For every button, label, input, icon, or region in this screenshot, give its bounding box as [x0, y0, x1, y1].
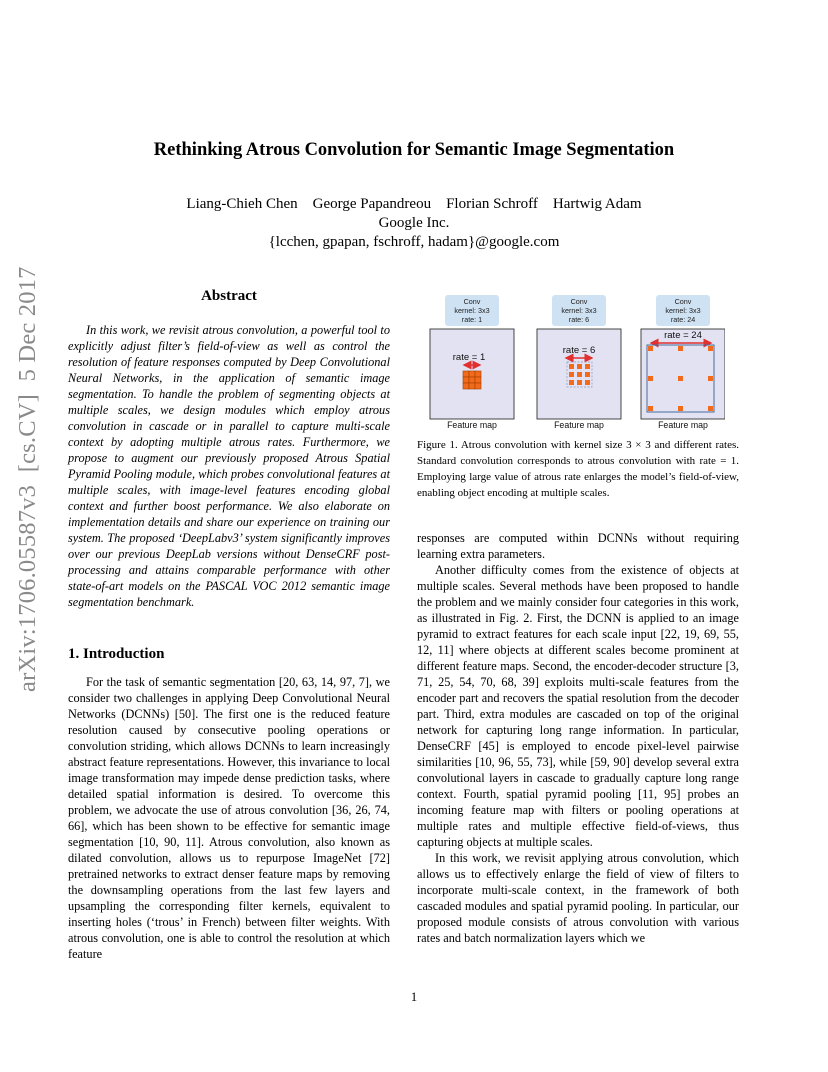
kernel-cell — [463, 371, 469, 377]
kernel-cell — [585, 372, 590, 377]
author-emails: {lcchen, gpapan, fschroff, hadam}@google.com — [268, 234, 560, 250]
conv-label: Conv — [570, 297, 588, 306]
introduction-paragraph: For the task of semantic segmentation [20, 63, 14, 97, 7], we consider two challenges in applying Deep Convolutional Neural Networks (DCNNs) [50]. The first one is the reduced feature resolution caused by consecutive pooling operations or convolution striding, which allows DCNNs to learn increasingly abstract feature representations. However, this invariance to local image transformation may impede dense prediction tasks, where detailed spatial information is desired. To overcome this problem, we advocate the use of atrous convolution [36, 26, 74, 66], which has been shown to be effective for semantic image segmentation [10, 90, 11]. Atrous convolution, also known as dilated convolution, allows us to repurpose ImageNet [72] pretrained networks to extract denser feature maps by removing the downsampling operations from the last few layers and upsampling the corresponding filter kernels, equivalent to inserting holes (‘trous’ in French) between filter weights. With atrous convolution, one is able to control the resolution at which feature — [68, 675, 390, 961]
kernel-cell — [577, 372, 582, 377]
rate-label: rate = 1 — [452, 352, 486, 363]
kernel-cell — [469, 371, 475, 377]
kernel-cell — [678, 406, 683, 411]
paragraph-this-work: In this work, we revisit applying atrous convolution, which allows us to effectively enlarge the field of view of filters to incorporate multi-scale context, in the framework of both cascaded modules and spatial pyramid pooling. In particular, our proposed module consists of atrous convolution with various rates and batch normalization layers which we — [417, 851, 739, 945]
kernel-cell — [678, 346, 683, 351]
conv-label: Conv — [463, 297, 481, 306]
kernel-cell — [475, 383, 481, 389]
introduction-body — [68, 674, 390, 962]
kernel-cell — [569, 364, 574, 369]
kernel-label: kernel: 3x3 — [561, 306, 597, 315]
kernel-cell — [475, 377, 481, 383]
abstract-text: In this work, we revisit atrous convolution, a powerful tool to explicitly adjust filter’s field-of-view as well as control the resolution of feature responses computed by Deep Convolutional Neural Networks, in the application of semantic image segmentation. To handle the problem of segmenting objects at multiple scales, we design modules which employ atrous convolution in cascade or in parallel to capture multi-scale context by adopting multiple atrous rates. Furthermore, we propose to augment our previously proposed Atrous Spatial Pyramid Pooling module, which probes convolutional features at multiple scales, with image-level features encoding global context and further boost performance. We also elaborate on implementation details and share our experience on training our system. The proposed ‘DeepLabv3’ system significantly improves over our previous DeepLab versions without DenseCRF post-processing and attains comparable performance with other state-of-art models on the PASCAL VOC 2012 semantic image segmentation benchmark. — [68, 323, 390, 609]
kernel-cell — [463, 377, 469, 383]
rate-label: rate = 24 — [664, 330, 702, 341]
kernel-cell — [577, 380, 582, 385]
kernel-cell — [648, 376, 653, 381]
abstract-heading: Abstract — [201, 288, 257, 304]
kernel-cell — [469, 377, 475, 383]
affiliation: Google Inc. — [378, 215, 450, 231]
right-column-body — [417, 530, 739, 946]
arxiv-stamp-text: arXiv:1706.05587v3 [cs.CV] 5 Dec 2017 — [14, 266, 41, 692]
kernel-cell — [475, 371, 481, 377]
kernel-cell — [585, 364, 590, 369]
paragraph-continuation: responses are computed within DCNNs without requiring learning extra parameters. — [417, 531, 739, 561]
feature-map-label: Feature map — [447, 420, 497, 430]
rate-box-label: rate: 24 — [670, 315, 696, 324]
kernel-label: kernel: 3x3 — [665, 306, 701, 315]
figure-1-diagram — [425, 290, 725, 430]
kernel-cell — [585, 380, 590, 385]
kernel-cell — [648, 346, 653, 351]
arxiv-stamp — [14, 266, 44, 692]
page-number: 1 — [410, 990, 418, 1004]
feature-map-label: Feature map — [658, 420, 708, 430]
kernel-label: kernel: 3x3 — [454, 306, 490, 315]
figure-1-caption: Figure 1. Atrous convolution with kernel size 3 × 3 and different rates. Standard convolution corresponds to atrous convolution with rate = 1. Employing large value of atrous rate enlarges the model’s field-of-view, enabling object encoding at multiple scales. — [417, 439, 739, 499]
paragraph-multiscale: Another difficulty comes from the existence of objects at multiple scales. Several methods have been proposed to handle the problem and we mainly consider four categories in this work, as illustrated in Fig. 2. First, the DCNN is applied to an image pyramid to extract features for each scale input [22, 19, 69, 55, 12, 11] where objects at different scales become prominent at different feature maps. Second, the encoder-decoder structure [3, 71, 25, 54, 70, 68, 39] exploits multi-scale features from the encoder part and recovers the spatial resolution from the decoder part. Third, extra modules are cascaded on top of the original network for capturing long range information. In particular, DenseCRF [45] is employed to encode pixel-level pairwise similarities [10, 96, 55, 73], while [59, 90] develop several extra convolutional layers in cascade to gradually capture long range context. Fourth, spatial pyramid pooling [11, 95] probes an incoming feature map with filters or pooling operations at multiple rates and multiple effective field-of-views, thus capturing objects at multiple scales. — [417, 563, 739, 849]
kernel-cell — [469, 383, 475, 389]
kernel-cell — [648, 406, 653, 411]
feature-map-label: Feature map — [554, 420, 604, 430]
kernel-cell — [678, 376, 683, 381]
kernel-cell — [708, 406, 713, 411]
kernel-cell — [463, 383, 469, 389]
conv-label: Conv — [674, 297, 692, 306]
rate-box-label: rate: 1 — [461, 315, 483, 324]
rate-label: rate = 6 — [562, 345, 596, 356]
kernel-cell — [708, 376, 713, 381]
section-heading-introduction: 1. Introduction — [68, 646, 165, 662]
rate-box-label: rate: 6 — [568, 315, 590, 324]
kernel-cell — [708, 346, 713, 351]
paper-title: Rethinking Atrous Convolution for Semantic Image Segmentation — [153, 140, 675, 160]
kernel-cell — [569, 372, 574, 377]
kernel-cell — [569, 380, 574, 385]
author-list: Liang-Chieh Chen George Papandreou Florian Schroff Hartwig Adam — [186, 196, 642, 212]
kernel-cell — [577, 364, 582, 369]
